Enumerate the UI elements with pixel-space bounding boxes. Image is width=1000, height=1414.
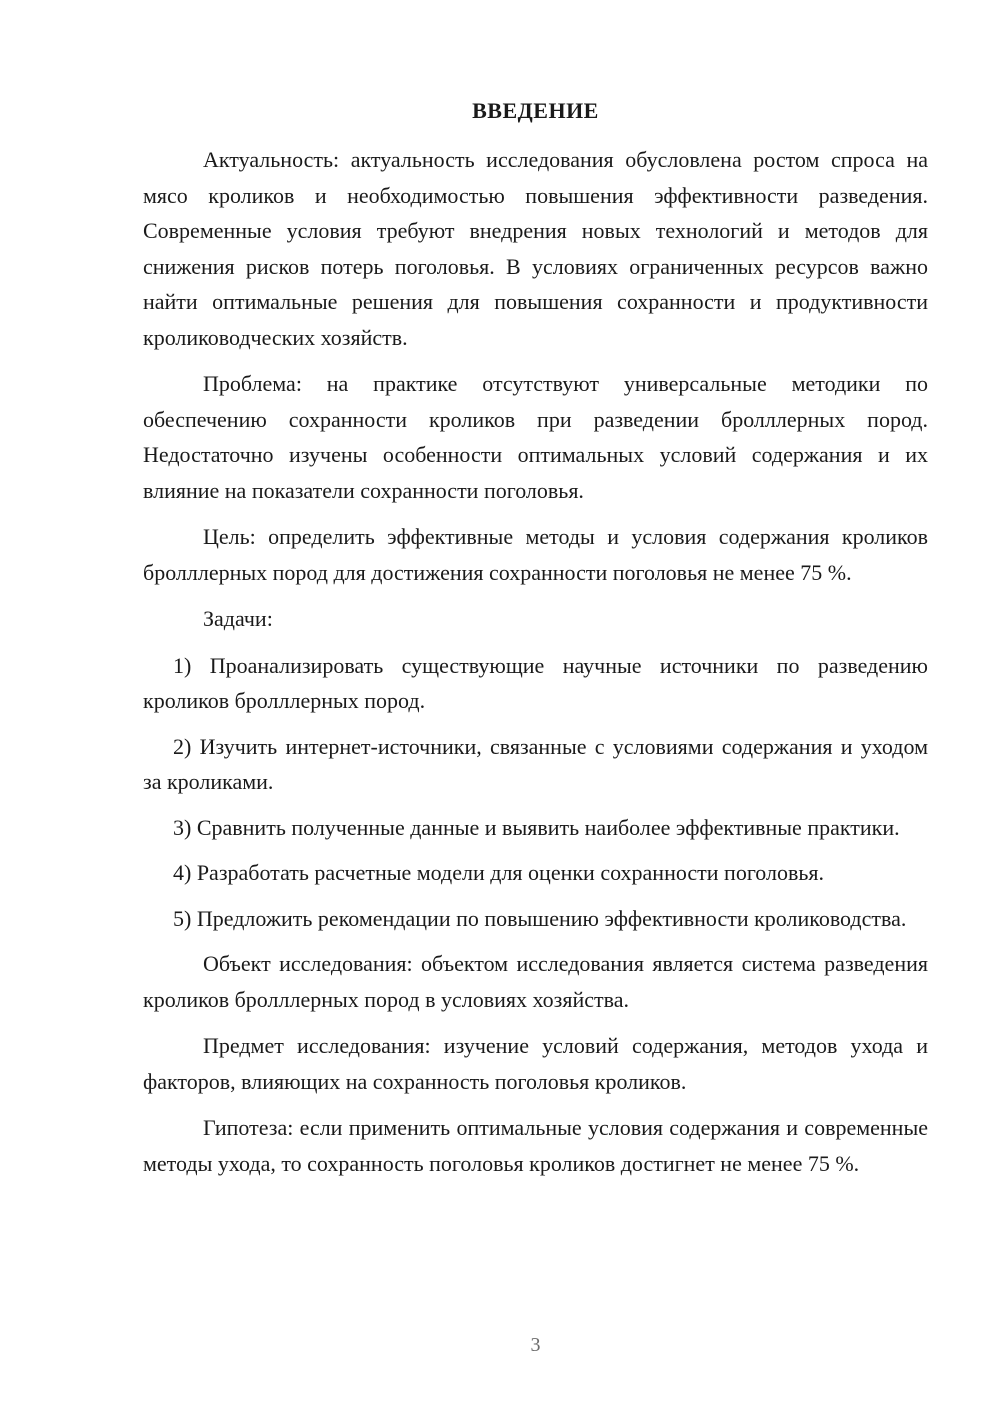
document-body [143, 142, 928, 1192]
task-item-2: 2) Изучить интернет-источники, связанные с условиями содержания и уходом за кроликами. [143, 733, 928, 794]
goal-paragraph: Цель: определить эффективные методы и условия содержания кроликов бролллерных пород для достижения сохранности поголовья не менее 75 %. [143, 524, 928, 585]
section-title: ВВЕДЕНИЕ [472, 98, 599, 123]
task-item-1: 1) Проанализировать существующие научные источники по разведению кроликов бролллерных пород. [143, 652, 928, 713]
task-item-5: 5) Предложить рекомендации по повышению эффективности кролиководства. [173, 905, 907, 931]
hypothesis-paragraph: Гипотеза: если применить оптимальные условия содержания и современные методы ухода, то сохранность поголовья кроликов достигнет не менее 75 %. [143, 1115, 928, 1176]
relevance-paragraph: Актуальность: актуальность исследования обусловлена ростом спроса на мясо кроликов и необходимостью повышения эффективности разведения. Современные условия требуют внедрения новых технологий и методов для снижения рисков потерь поголовья. В условиях ограниченных ресурсов важно найти оптимальные решения для повышения сохранности и продуктивности кролиководческих хозяйств. [143, 147, 928, 350]
problem-paragraph: Проблема: на практике отсутствуют универсальные методики по обеспечению сохранности кроликов при разведении бролллерных пород. Недостаточно изучены особенности оптимальных условий содержания и их влияние на показатели сохранности поголовья. [143, 371, 928, 503]
document-page [143, 0, 928, 1414]
object-paragraph: Объект исследования: объектом исследования является система разведения кроликов бролллерных пород в условиях хозяйства. [143, 951, 928, 1012]
page-number: 3 [530, 1334, 541, 1356]
task-item-3: 3) Сравнить полученные данные и выявить наиболее эффективные практики. [173, 814, 900, 840]
task-item-4: 4) Разработать расчетные модели для оценки сохранности поголовья. [173, 860, 825, 885]
tasks-heading: Задачи: [203, 606, 273, 631]
subject-paragraph: Предмет исследования: изучение условий содержания, методов ухода и факторов, влияющих на сохранность поголовья кроликов. [143, 1033, 928, 1094]
